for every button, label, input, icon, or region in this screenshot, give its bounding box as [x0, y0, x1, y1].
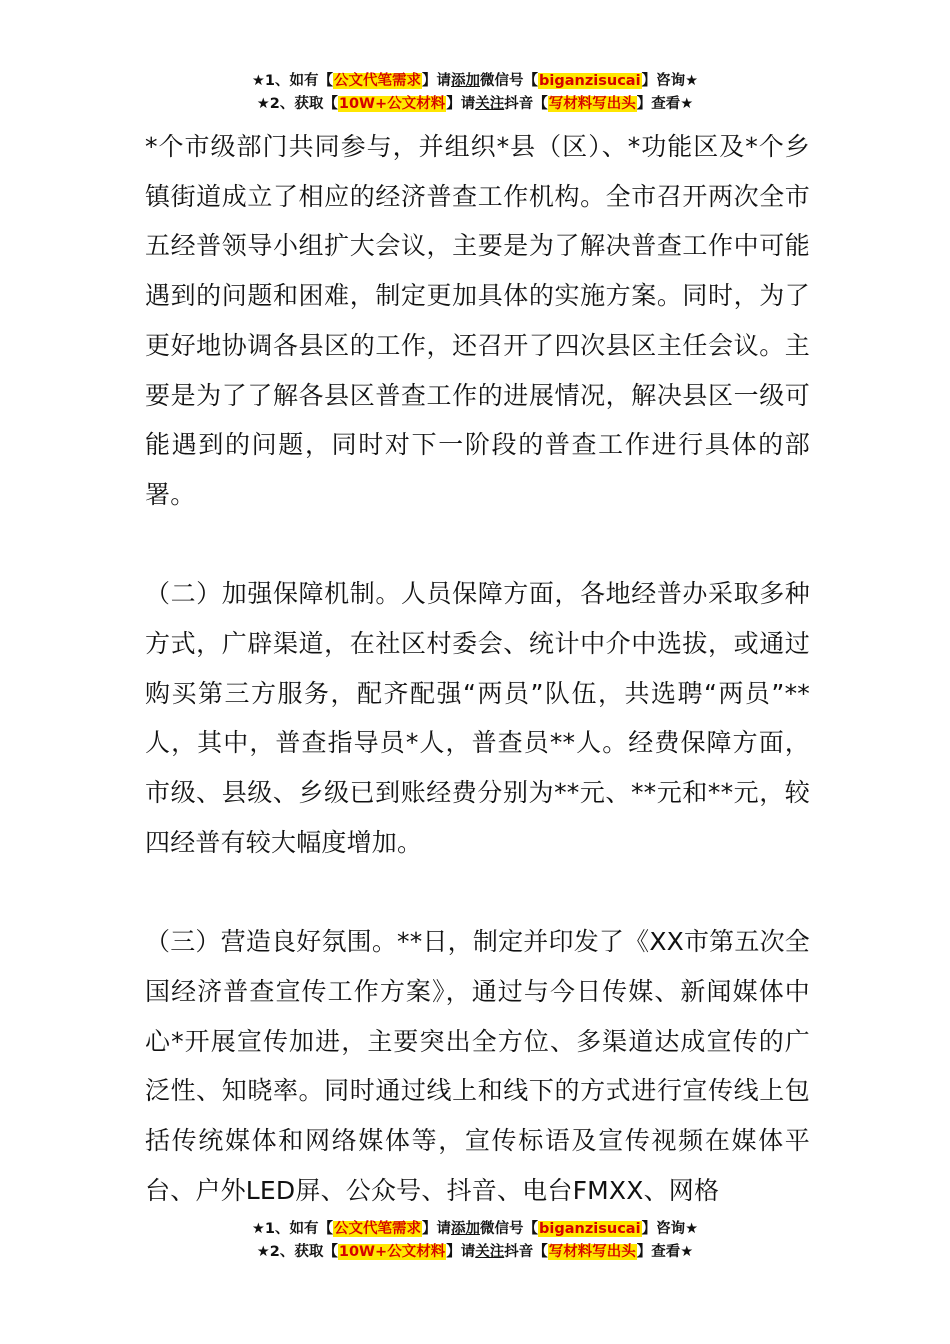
header-banner	[0, 70, 950, 116]
banner-highlight: biganzisucai	[539, 1221, 641, 1237]
banner-underline-text: 关注	[475, 96, 505, 112]
paragraph-spacer	[145, 520, 810, 570]
banner-text: 】请	[446, 96, 476, 112]
banner-highlight: 10W+公文材料	[338, 96, 446, 112]
banner-text: 】请	[446, 1244, 476, 1260]
banner-highlight: 10W+公文材料	[338, 1244, 446, 1260]
footer-banner	[0, 1218, 950, 1264]
banner-highlight: 公文代笔需求	[334, 1221, 422, 1237]
banner-underline-text: 添加	[451, 1221, 481, 1237]
banner-text: 抖音【	[504, 96, 548, 112]
paragraph: （三）营造良好氛围。**日，制定并印发了《XX市第五次全国经济普查宣传工作方案》，通过与今日传媒、新闻媒体中心*开展宣传加进，主要突出全方位、多渠道达成宣传的广泛性、知晓率。同时通过线上和线下的方式进行宣传线上包括传统媒体和网络媒体等，宣传标语及宣传视频在媒体平台、户外LED屏、公众号、抖音、电台FMXX、网格	[145, 927, 810, 1205]
paragraph: *个市级部门共同参与，并组织*县（区）、*功能区及*个乡镇街道成立了相应的经济普查工作机构。全市召开两次全市五经普领导小组扩大会议，主要是为了解决普查工作中可能遇到的问题和困难，制定更加具体的实施方案。同时，为了更好地协调各县区的工作，还召开了四次县区主任会议。主要是为了了解各县区普查工作的进展情况，解决县区一级可能遇到的问题，同时对下一阶段的普查工作进行具体的部署。	[145, 132, 810, 509]
banner-text: 微信号【	[480, 73, 539, 89]
banner-highlight: 写材料写出头	[548, 96, 636, 112]
document-body	[145, 122, 810, 1215]
banner-text: 】咨询★	[641, 1221, 699, 1237]
banner-text: ★1、如有【	[251, 1221, 334, 1237]
banner-highlight: 写材料写出头	[548, 1244, 636, 1260]
banner-underline-text: 关注	[475, 1244, 505, 1260]
banner-text: ★2、获取【	[256, 96, 338, 112]
banner-line-1	[0, 1218, 950, 1241]
banner-underline-text: 添加	[451, 73, 481, 89]
banner-text: 抖音【	[504, 1244, 548, 1260]
banner-line-2	[0, 93, 950, 116]
banner-text: ★1、如有【	[251, 73, 334, 89]
banner-text: 】查看★	[636, 1244, 694, 1260]
banner-text: 】请	[422, 73, 452, 89]
banner-highlight: 公文代笔需求	[334, 73, 422, 89]
banner-line-1	[0, 70, 950, 93]
banner-line-2	[0, 1241, 950, 1264]
banner-text: 】查看★	[636, 96, 694, 112]
banner-text: 微信号【	[480, 1221, 539, 1237]
banner-text: 】请	[422, 1221, 452, 1237]
banner-text: 】咨询★	[641, 73, 699, 89]
paragraph: （二）加强保障机制。人员保障方面，各地经普办采取多种方式，广辟渠道，在社区村委会、统计中介中选拔，或通过购买第三方服务，配齐配强“两员”队伍，共选聘“两员”**人，其中，普查指导员*人，普查员**人。经费保障方面，市级、县级、乡级已到账经费分别为**元、**元和**元，较四经普有较大幅度增加。	[145, 579, 810, 857]
paragraph-spacer	[145, 868, 810, 918]
banner-text: ★2、获取【	[256, 1244, 338, 1260]
banner-highlight: biganzisucai	[539, 73, 641, 89]
